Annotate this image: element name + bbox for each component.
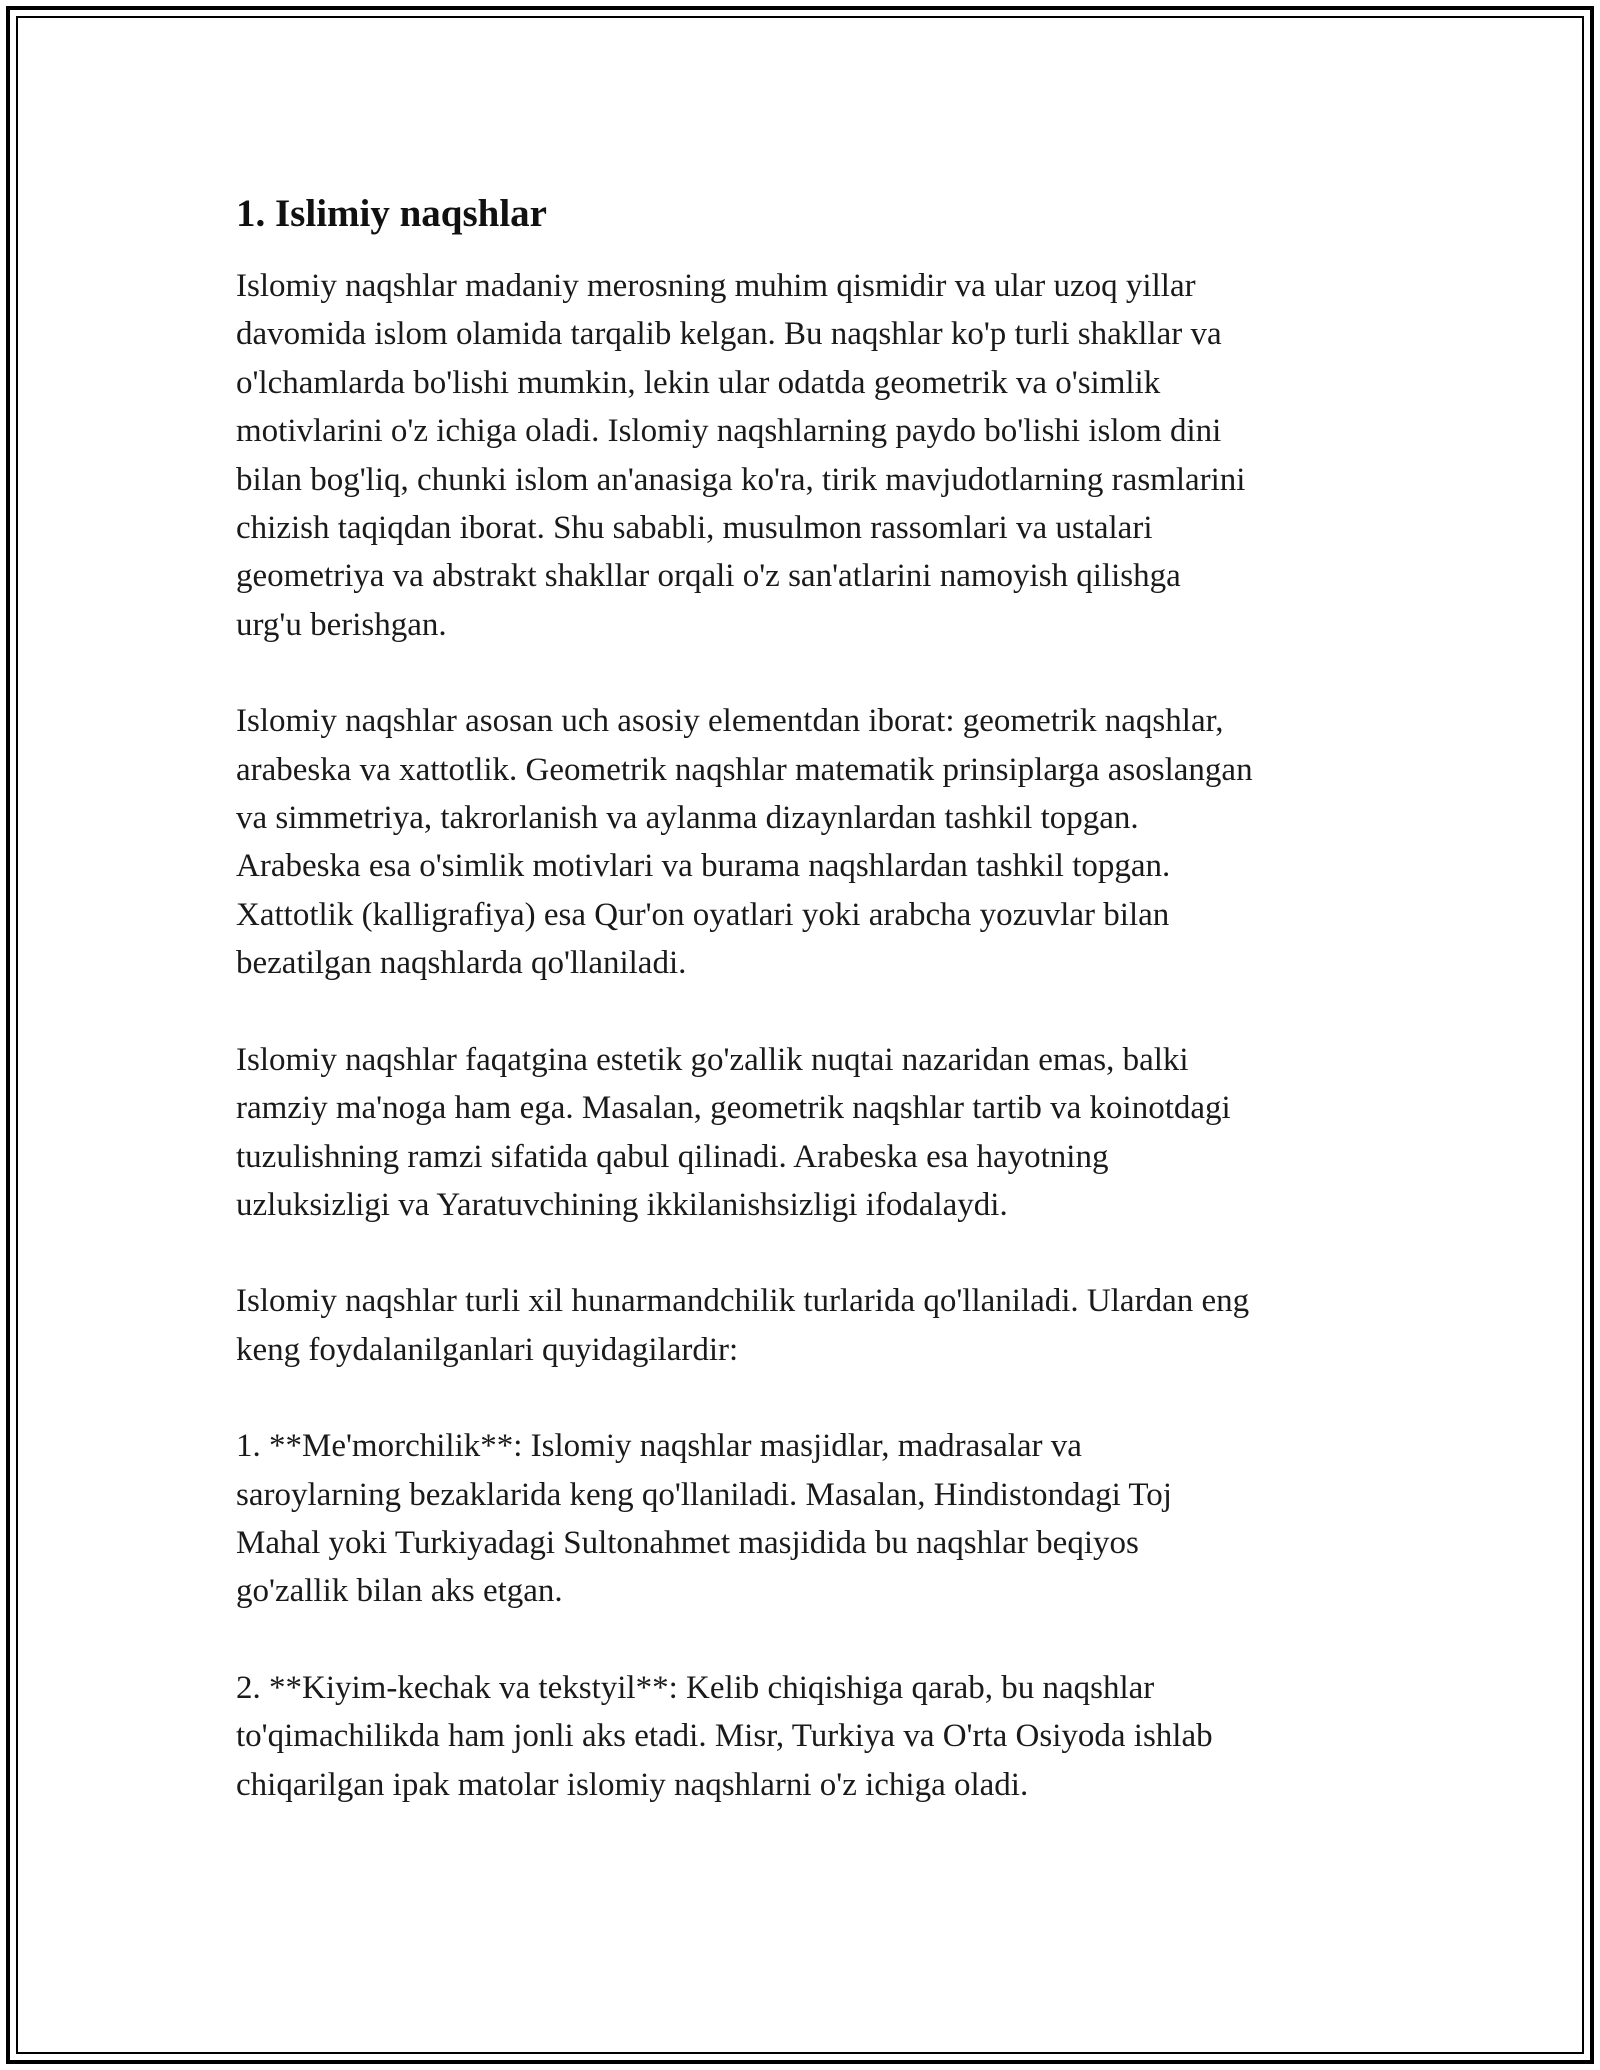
paragraph-intro: Islomiy naqshlar madaniy merosning muhim qismidir va ular uzoq yillar davomida islom olamida tarqalib kelgan. Bu naqshlar ko'p turli shakllar va o'lchamlarda bo'lishi mumkin, lekin ular odatda geometrik va o'simlik motivlarini o'z ichiga oladi. Islomiy naqshlarning paydo bo'lishi islom dini bilan bog'liq, chunki islom an'anasiga ko'ra, tirik mavjudotlarning rasmlarini chizish taqiqdan iborat. Shu sababli, musulmon rassomlari va ustalari geometriya va abstrakt shakllar orqali o'z san'atlarini namoyish qilishga urg'u berishgan.: [236, 268, 1246, 643]
paragraph-elements: Islomiy naqshlar asosan uch asosiy elementdan iborat: geometrik naqshlar, arabeska va xattotlik. Geometrik naqshlar matematik prinsiplarga asoslangan va simmetriya, takrorlanish va aylanma dizaynlardan tashkil topgan. Arabeska esa o'simlik motivlari va burama naqshlardan tashkil topgan. Xattotlik (kalligrafiya) esa Qur'on oyatlari yoki arabcha yozuvlar bilan bezatilgan naqshlarda qo'llaniladi.: [236, 703, 1253, 982]
section-heading: 1. Islimiy naqshlar: [236, 192, 547, 235]
list-item-textile: 2. **Kiyim-kechak va tekstyil**: Kelib chiqishiga qarab, bu naqshlar to'qimachilikda ham jonli aks etadi. Misr, Turkiya va O'rta Osiyoda ishlab chiqarilgan ipak matolar islomiy naqshlarni o'z ichiga oladi.: [236, 1669, 1213, 1803]
list-item-architecture: 1. **Me'morchilik**: Islomiy naqshlar masjidlar, madrasalar va saroylarning bezaklarida keng qo'llaniladi. Masalan, Hindistondagi Toj Mahal yoki Turkiyadagi Sultonahmet masjidida bu naqshlar beqiyos go'zallik bilan aks etgan.: [236, 1428, 1172, 1610]
paragraph-crafts-intro: Islomiy naqshlar turli xil hunarmandchilik turlarida qo'llaniladi. Ulardan eng keng foydalanilganlari quyidagilardir:: [236, 1283, 1250, 1368]
document-body: [236, 186, 1376, 1857]
paragraph-symbolism: Islomiy naqshlar faqatgina estetik go'zallik nuqtai nazaridan emas, balki ramziy ma'noga ham ega. Masalan, geometrik naqshlar tartib va koinotdagi tuzulishning ramzi sifatida qabul qilinadi. Arabeska esa hayotning uzluksizligi va Yaratuvchining ikkilanishsizligi ifodalaydi.: [236, 1041, 1231, 1223]
